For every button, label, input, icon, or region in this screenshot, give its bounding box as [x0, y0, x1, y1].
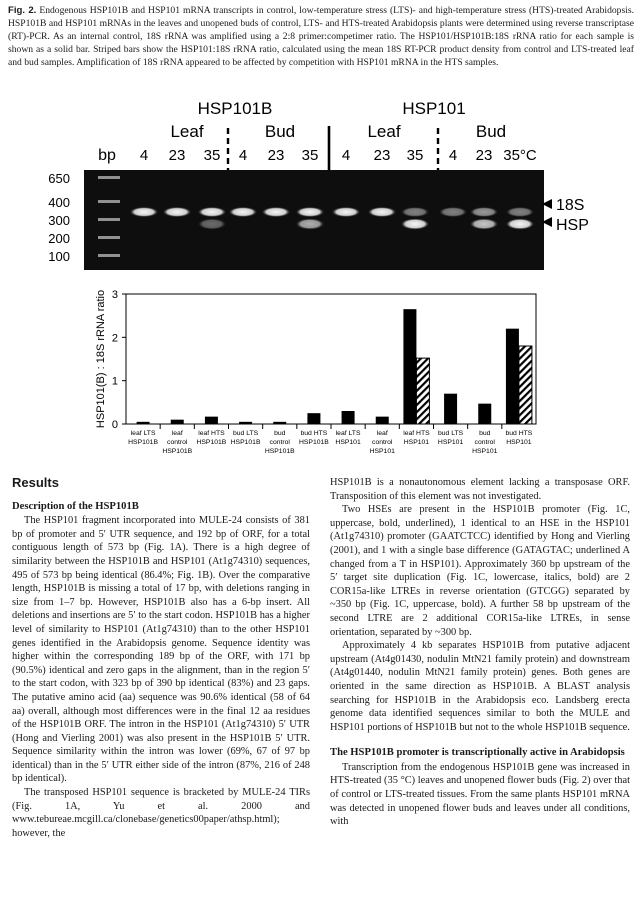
subheading-promoter: The HSP101B promoter is transcriptionally active in Arabidopsis: [330, 747, 625, 759]
gel-marker-band: [98, 254, 120, 257]
band-18s-label: 18S: [556, 197, 585, 214]
gel-marker-label: 200: [48, 231, 70, 246]
gel-band-hsp: [401, 219, 429, 230]
bar-striped: [416, 358, 429, 424]
gel-band-18s: [470, 207, 498, 217]
gel-band-18s: [506, 207, 534, 217]
gel-band-hsp: [296, 219, 324, 230]
gel-lane-label: 23: [475, 147, 493, 164]
gel-band-18s: [130, 207, 158, 217]
x-category-label: bud LTS HSP101: [437, 430, 464, 446]
gel-band-18s: [332, 207, 360, 217]
chart-frame: [126, 294, 536, 424]
gel-marker-band: [98, 236, 120, 239]
x-category-label: bud HTS HSP101B: [298, 430, 329, 446]
bar-solid: [171, 420, 184, 424]
paragraph-4: Two HSEs are present in the HSP101B promoter (Fig. 1C, uppercase, bold, underlined), 1 identical to an HSE in the HSP101 (At1g74310) promoter (GAATCTCC) identified by Hong and Vierling (2001), and 1 with a single base difference (GATAGTAC; underlined A changed from a T in HSP101). Approximately 360 bp upstream of the 5′ target site duplication (Fig. 1C, lowercase, italics, bold) are 2 COR15a-like LTREs in reverse orientation (GTCGG) separated by ~350 bp (Fig. 1C, uppercase, bold). A further 58 bp upstream of the second LTRE are 2 additional COR15a-like LTREs, in sense orientation, separated by ~300 bp.: [330, 504, 630, 638]
gel-lane-label: 4: [139, 147, 149, 164]
gel-lane-label: 23: [373, 147, 391, 164]
gel-band-18s: [401, 207, 429, 217]
figure-2: [0, 96, 640, 468]
gel-marker-label: 400: [48, 195, 70, 210]
gel-lane-label: 23: [267, 147, 285, 164]
bar-solid: [444, 394, 457, 424]
y-tick-label: 2: [111, 332, 118, 345]
gel-band-hsp: [506, 219, 534, 230]
gel-marker-label: 650: [48, 171, 70, 186]
bar-solid: [205, 417, 218, 424]
right-column: [330, 476, 630, 829]
bar-solid: [137, 422, 150, 424]
bar-solid: [403, 309, 416, 424]
x-category-label: bud control HSP101B: [264, 430, 295, 455]
gel-leaf-label-2: Leaf: [367, 122, 401, 141]
bar-solid: [376, 417, 389, 424]
results-heading: Results: [12, 475, 59, 490]
x-category-label: bud control HSP101: [472, 430, 498, 455]
gel-leaf-label-1: Leaf: [170, 122, 204, 141]
left-column: [12, 476, 310, 840]
x-category-label: leaf control HSP101B: [162, 430, 193, 455]
gel-lane-labels: [140, 147, 537, 164]
gel-band-18s: [296, 207, 324, 217]
ratio-bar-chart: [95, 289, 536, 455]
gel-band-hsp: [198, 219, 226, 230]
gel-lane-label: 4: [238, 147, 248, 164]
gel-band-18s: [163, 207, 191, 217]
gel-marker-band: [98, 176, 120, 179]
gel-band-18s: [368, 207, 396, 217]
bar-solid: [239, 422, 252, 424]
gel-band-18s: [262, 207, 290, 217]
gel-bp-label: bp: [98, 147, 116, 164]
x-category-label: leaf control HSP101: [369, 430, 395, 455]
x-category-label: bud LTS HSP101B: [230, 430, 261, 446]
x-category-label: leaf HTS HSP101B: [196, 430, 227, 446]
x-category-label: leaf HTS HSP101: [403, 430, 430, 446]
paragraph-1: The HSP101 fragment incorporated into MULE-24 consists of 381 bp of promoter and 5′ UTR sequence, and 192 bp of ORF, for a total contiguous length of 573 bp (Fig. 1A). There is a high degree of similarity between the HSP101B and HSP101 (At1g74310) sequences, 495 of 573 bp being identical (86.4%; Fig. 1B). Over the comparative length, HSP101B is missing a total of 17 bp, with deletions ranging in size from 1–7 bp. However, HSP101B also has a 6-bp insert. All deletions and insertions are 5′ to the start codon. HSP101B has a higher level of similarity to HSP101 (At1g74310) than to the other HSP101 genes identified in the Arabidopsis genome. Sequence identity was higher within the corresponding 189 bp of the ORF, with 171 bp (90.5%) identical and zero gaps in the alignment, than in the region 5′ to the start codon, with 323 bp of 390 bp identical (83%) and 23 gaps. The putative amino acid (aa) sequence was 90.6% identical (58 of 64 aa) overall, although most differences were in the final 12 aa residues of the HSP101B ORF. The intron in the HSP101 (At1g74310) 5′ UTR (Hong and Vierling 2001) was also present in the HSP101B 5′ UTR. Sequence similarity within the intron was lower (69%, 67 of 97 bp identical) than in the 5′ UTR either side of the intron (87%, 216 of 248 bp identical).: [12, 515, 310, 785]
paragraph-3: HSP101B is a nonautonomous element lacking a transposase ORF. Transposition of this element was not investigated.: [330, 477, 630, 502]
gel-lane-label: 35: [406, 147, 424, 164]
gel-marker-label: 300: [48, 213, 70, 228]
paragraph-2: The transposed HSP101 sequence is bracketed by MULE-24 TIRs (Fig. 1A, Yu et al. 2000 and www.tebureae.mcgill.ca/clonebase/genetics00paper/athsp.html); however, the: [12, 787, 310, 839]
bar-solid: [478, 404, 491, 424]
gel-lane-label: 23: [168, 147, 186, 164]
gel-lane-label: 35: [301, 147, 319, 164]
gel-lane-label: 4: [341, 147, 351, 164]
gel-marker-band: [98, 200, 120, 203]
gel-band-18s: [229, 207, 257, 217]
paragraph-6: Transcription from the endogenous HSP101B gene was increased in HTS-treated (35 °C) leaves and unopened flower buds (Fig. 2) over that of control or LTS-treated tissues. From the same plants HSP101 mRNA was detected in unopened flower buds and leaves under all conditions, with: [330, 761, 630, 828]
bar-solid: [342, 411, 355, 424]
gel-group-hsp101: HSP101: [402, 99, 466, 118]
figure-caption-text: Endogenous HSP101B and HSP101 mRNA transcripts in control, low-temperature stress (LTS)- and high-temperature stress (HTS)-treated Arabidopsis. HSP101B and HSP101 mRNAs in the leaves and unopened buds of control, LTS- and HTS-treated Arabidopsis plants were determined using reverse transcriptase (RT)-PCR. As an internal control, 18S rRNA was amplified using a 2:8 primer:competimer ratio. The HSP101/HSP101B:18S rRNA ratio for each sample is shown as a solid bar. Striped bars show the HSP101:18S rRNA ratio, calculated using the mean 18S RT-PCR product density from control and LTS-treated leaf and bud samples. Amplification of 18S rRNA appeared to be affected by competition with HSP101 mRNA in the HTS samples.: [8, 5, 634, 68]
gel-marker-label: 100: [48, 249, 70, 264]
figure-label: Fig. 2.: [8, 5, 37, 16]
y-tick-label: 0: [111, 419, 118, 431]
gel-bud-label-2: Bud: [475, 122, 507, 141]
gel-band-18s: [439, 207, 467, 217]
bar-solid: [307, 413, 320, 424]
paragraph-5: Approximately 4 kb separates HSP101B from putative adjacent upstream (At4g01430, nodulin MtN21 family protein) and downstream (At4g01440, nodulin MtN21 family protein) genes. Both genes are oriented in the same direction as HSP101B. A BLAST analysis searching for HSP101B in the Arabidopsis eco. Landsberg erecta genome data identified sequences similar to both the MULE and HSP101 portions of HSP101B but not to the whole HSP101B sequence.: [330, 640, 630, 733]
subheading-description: Description of the HSP101B: [12, 500, 139, 512]
bar-solid: [506, 329, 519, 424]
bar-solid: [273, 422, 286, 424]
gel-lane-label: 4: [448, 147, 458, 164]
gel-bud-label-1: Bud: [264, 122, 296, 141]
x-category-label: leaf LTS HSP101: [335, 430, 361, 446]
y-tick-label: 1: [111, 375, 118, 388]
gel-group-hsp101b: HSP101B: [197, 99, 273, 118]
gel-band-18s: [198, 207, 226, 217]
x-category-label: bud HTS HSP101: [505, 430, 533, 446]
y-tick-label: 3: [111, 289, 118, 301]
band-hsp-label: HSP: [556, 217, 589, 234]
gel-marker-band: [98, 218, 120, 221]
y-axis-label: HSP101(B) : 18S rRNA ratio: [95, 289, 107, 429]
x-category-label: leaf LTS HSP101B: [128, 430, 159, 446]
figure-caption: [8, 4, 634, 69]
gel-band-hsp: [470, 219, 498, 230]
gel-lane-label: 35°C: [503, 147, 537, 164]
gel-lane-label: 35: [203, 147, 221, 164]
bar-striped: [519, 346, 532, 424]
